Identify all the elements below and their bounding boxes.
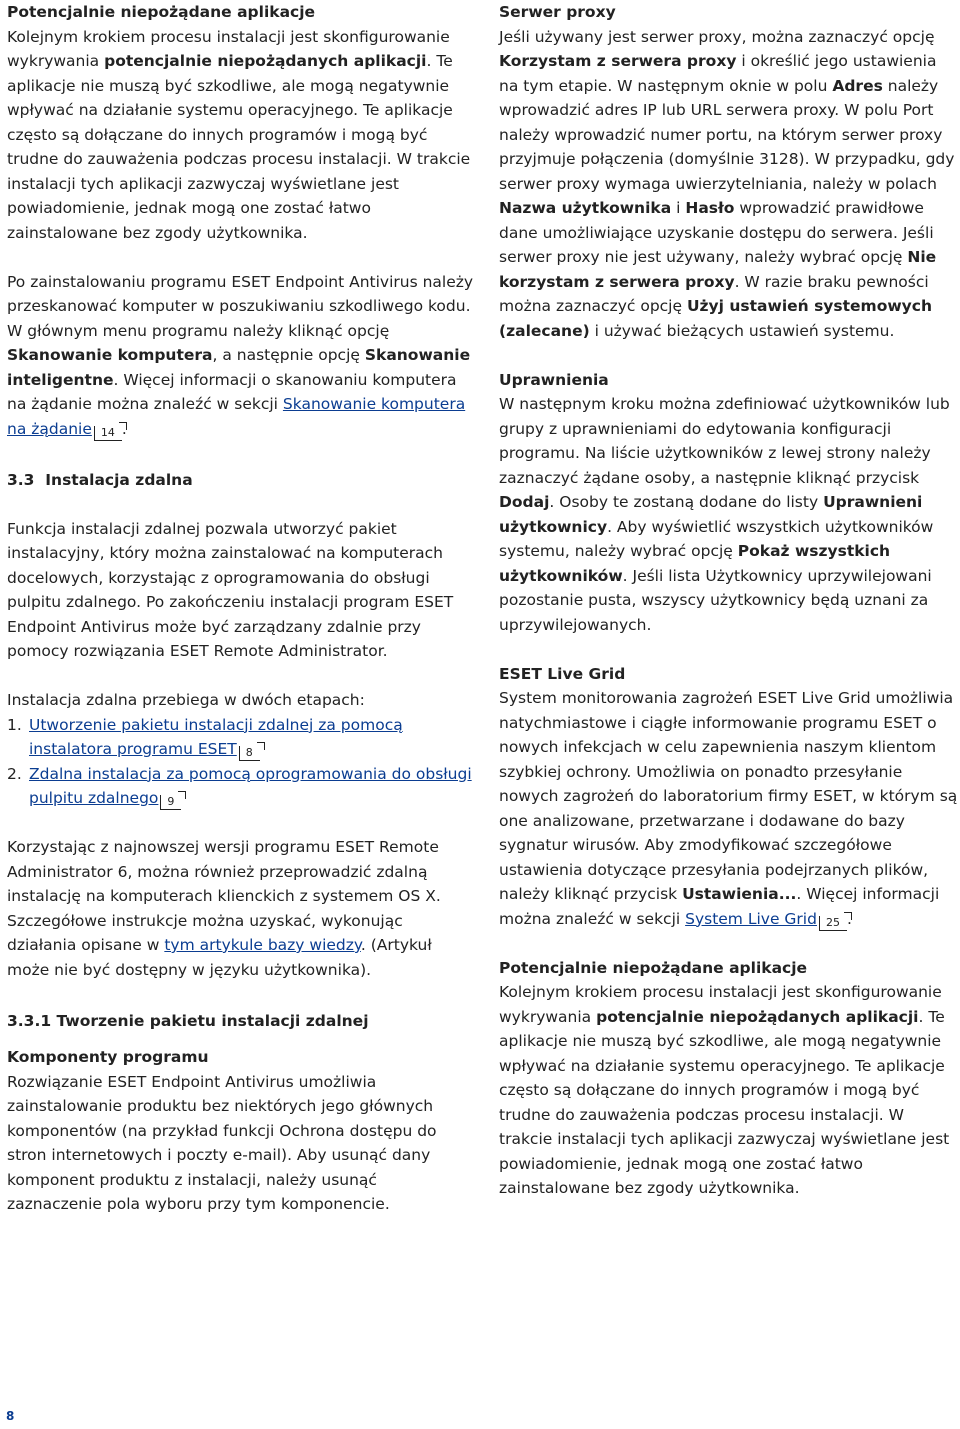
permissions-heading: Uprawnienia (499, 370, 609, 389)
pua-heading: Potencjalnie niepożądane aplikacje (7, 3, 316, 21)
step-1-number: 1. (7, 715, 22, 734)
proxy-bold-1: Korzystam z serwera proxy (499, 52, 737, 70)
proxy-text-7: i używać bieżących ustawień systemu. (589, 321, 895, 340)
scan-text-1: Po zainstalowaniu programu ESET Endpoint Antivirus należy przeskanować komputer w poszukiwaniu szkodliwego kodu. W głównym menu programu należy kliknąć opcję (7, 272, 474, 340)
scan-bold-2: Skanowanie inteligentne (7, 346, 471, 389)
perm-bold-2: Uprawnieni użytkownicy (499, 493, 923, 536)
remote-paragraph: Funkcja instalacji zdalnej pozwala utworzyć pakiet instalacyjny, który można zainstalować na komputerach docelowych, korzystając z oprogramowania do obsługi pulpitu zdalnego. Po zakończeniu instalacji program ESET Endpoint Antivirus może być zarządzany zdalnie przy pomocy rozwiązania ESET Remote Administrator. (7, 519, 454, 660)
scan-text-2: , a następnie opcję (212, 346, 365, 364)
page-number: 8 (6, 1409, 15, 1423)
grid-text-2: . Więcej informacji można znaleźć w sekcji (499, 885, 940, 928)
components-paragraph: Rozwiązanie ESET Endpoint Antivirus umożliwia zainstalowanie produktu bez niektórych jego głównych komponentów (na przykład funkcji Ochrona dostępu do stron internetowych i poczty e-mail). Aby usunąć dany komponent produktu z instalacji, należy usunąć zaznaczenie pola wyboru przy tym komponencie. (7, 1072, 437, 1213)
perm-bold-1: Dodaj (499, 493, 550, 511)
perm-text-3: . Aby wyświetlić wszystkich użytkowników systemu, należy wybrać opcję (499, 517, 934, 560)
scan-paragraph (7, 270, 475, 442)
grid-bold-1: Ustawienia... (682, 885, 797, 903)
proxy-bold-4: Hasło (685, 199, 735, 217)
proxy-text-6: . W razie braku pewności można zaznaczyć opcję (499, 272, 929, 315)
section-3-3-heading (7, 468, 475, 493)
proxy-text-3: należy wprowadzić adres IP lub URL serwera proxy. W polu Port należy wprowadzić numer portu, na którym serwer proxy przyjmuje połączenia (domyślnie 3128). W przypadku, gdy serwer proxy wymaga uwierzytelniania, należy w polach (499, 76, 955, 193)
components-heading: Komponenty programu (7, 1048, 209, 1066)
page-ref-icon[interactable]: 14 (94, 426, 122, 441)
permissions-paragraph (499, 392, 960, 637)
proxy-text-4: i (671, 199, 686, 217)
pua-right-bold: potencjalnie niepożądanych aplikacji (596, 1007, 919, 1026)
section-3-3-1-heading: 3.3.1 Tworzenie pakietu instalacji zdalnej (7, 1011, 369, 1030)
section-number: 3.3 (7, 470, 35, 489)
pua-paragraph-right (499, 980, 960, 1201)
step-2-link[interactable]: Zdalna instalacja za pomocą oprogramowania do obsługi pulpitu zdalnego (29, 764, 472, 807)
perm-text-4: . Jeśli lista Użytkownicy uprzywilejowani pozostanie pusta, wszyscy użytkownicy będą uznani za uprzywilejowanych. (499, 566, 932, 634)
proxy-paragraph (499, 25, 960, 344)
pua-text-1: Kolejnym krokiem procesu instalacji jest skonfigurowanie wykrywania (7, 27, 450, 70)
page-ref-icon[interactable]: 9 (160, 795, 181, 810)
step-1-link[interactable]: Utworzenie pakietu instalacji zdalnej za pomocą instalatora programu ESET (29, 715, 403, 758)
pua-right-text-2: . Te aplikacje nie muszą być szkodliwe, ale mogą negatywnie wpływać na działanie systemu operacyjnego. Te aplikacje często są dołączane do innych programów i mogą być trudne do zauważenia podczas procesu instalacji. W trakcie instalacji tych aplikacji zazwyczaj wyświetlane jest powiadomienie, jednak mogą one zostać łatwo zainstalowane bez zgody użytkownika. (499, 1007, 950, 1197)
page-ref-icon[interactable]: 8 (239, 746, 260, 761)
scan-link[interactable]: Skanowanie komputera na żądanie (7, 395, 466, 438)
osx-text-1: Korzystając z najnowszej wersji programu ESET Remote Administrator 6, można również przeprowadzić zdalną instalację na komputerach klienckich z systemem OS X. Szczegółowe instrukcje można uzyskać, wykonując działania opisane w (7, 838, 441, 954)
pua-right-text-1: Kolejnym krokiem procesu instalacji jest skonfigurowanie wykrywania (499, 983, 942, 1026)
perm-text-1: W następnym kroku można zdefiniować użytkowników lub grupy z uprawnieniami do edytowania konfiguracji programu. Na liście użytkowników z lewej strony należy zaznaczyć żądane osoby, a następnie kliknąć przycisk (499, 395, 950, 487)
page-ref-icon[interactable]: 25 (819, 916, 847, 931)
pua-paragraph (7, 25, 475, 246)
live-grid-paragraph (499, 686, 960, 931)
scan-text-4: . (121, 419, 127, 438)
live-grid-link[interactable]: System Live Grid (685, 909, 817, 928)
perm-text-2: . Osoby te zostaną dodane do listy (549, 493, 824, 511)
proxy-text-2: i określić jego ustawienia na tym etapie. W następnym oknie w polu (499, 52, 937, 95)
proxy-text-1: Jeśli używany jest serwer proxy, można zaznaczyć opcję (499, 27, 935, 46)
kb-article-link[interactable]: tym artykule bazy wiedzy (164, 936, 361, 954)
steps-intro: Instalacja zdalna przebiega w dwóch etapach: (7, 691, 365, 709)
grid-text-3: . (846, 909, 852, 928)
pua-heading-right: Potencjalnie niepożądane aplikacje (499, 958, 808, 977)
pua-bold: potencjalnie niepożądanych aplikacji (104, 52, 427, 70)
step-2-number: 2. (7, 764, 22, 783)
proxy-bold-3: Nazwa użytkownika (499, 199, 672, 217)
perm-bold-3: Pokaż wszystkich użytkowników (499, 542, 891, 585)
pua-text-2: . Te aplikacje nie muszą być szkodliwe, ale mogą negatywnie wpływać na działanie systemu operacyjnego. Te aplikacje często są dołączane do innych programów i mogą być trudne do zauważenia podczas procesu instalacji. W trakcie instalacji tych aplikacji zazwyczaj wyświetlane jest powiadomienie, jednak mogą one zostać łatwo zainstalowane bez zgody użytkownika. (7, 52, 471, 242)
live-grid-heading: ESET Live Grid (499, 664, 626, 683)
grid-text-1: System monitorowania zagrożeń ESET Live Grid umożliwia natychmiastowe i ciągłe informowanie programu ESET o nowych infekcjach w celu zapewnienia naszym klientom szybkiej ochrony. Umożliwia on ponadto przesyłanie nowych zagrożeń do laboratorium firmy ESET, w którym są one analizowane, przetwarzane i dodawane do bazy sygnatur wirusów. Aby zmodyfikować szczegółowe ustawienia dotyczące przesyłania podejrzanych plików, należy kliknąć przycisk (499, 689, 958, 903)
osx-paragraph (7, 835, 475, 982)
left-column (7, 0, 475, 1217)
proxy-bold-5: Nie korzystam z serwera proxy (499, 248, 937, 291)
osx-text-2: . (Artykuł może nie być dostępny w języku użytkownika). (7, 936, 432, 979)
scan-bold-1: Skanowanie komputera (7, 346, 213, 364)
section-title: Instalacja zdalna (45, 470, 193, 489)
right-column (499, 0, 960, 1201)
proxy-text-5: wprowadzić prawidłowe dane umożliwiające uzyskanie dostępu do serwera. Jeśli serwer proxy nie jest używany, należy wybrać opcję (499, 199, 934, 266)
proxy-heading: Serwer proxy (499, 3, 616, 21)
proxy-bold-2: Adres (832, 76, 883, 95)
scan-text-3: . Więcej informacji o skanowaniu komputera na żądanie można znaleźć w sekcji (7, 370, 457, 413)
step-2 (7, 762, 475, 811)
step-1 (7, 713, 475, 762)
proxy-bold-6: Użyj ustawień systemowych (zalecane) (499, 297, 933, 340)
